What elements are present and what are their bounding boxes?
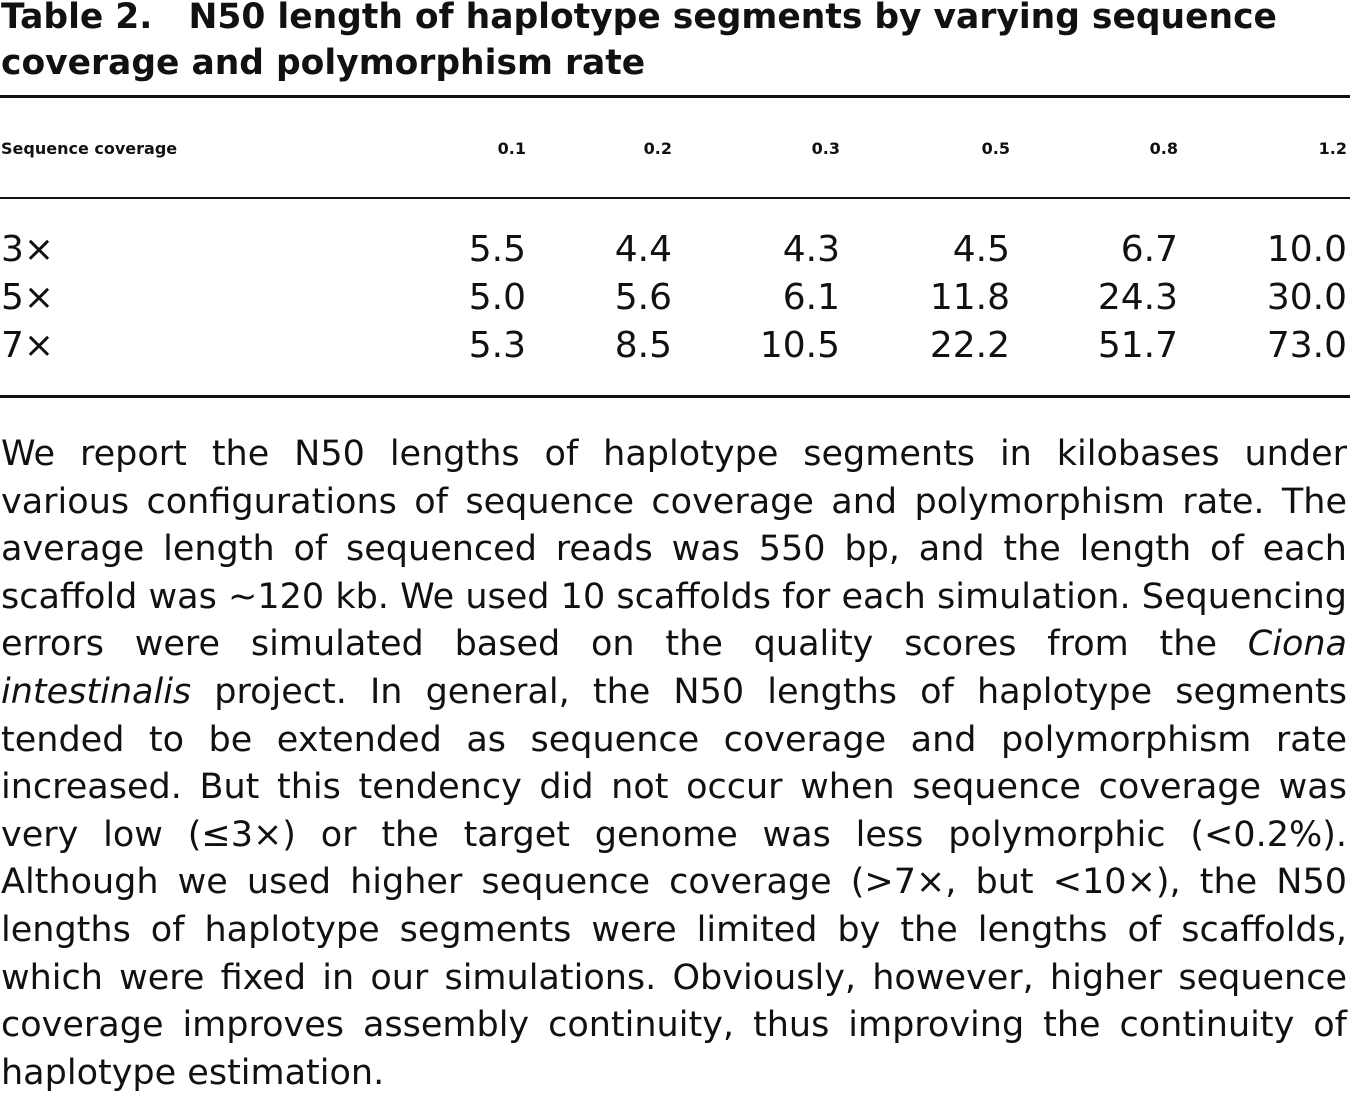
table-cell: 5.6: [614, 277, 672, 318]
table-top-rule: [0, 95, 1350, 98]
header-sequence-coverage: Sequence coverage: [1, 139, 178, 158]
table-cell: 30.0: [1266, 277, 1347, 318]
table-header-row: [0, 124, 1350, 174]
table-cell: 10.5: [759, 325, 840, 366]
header-rate-0-1: 0.1: [497, 139, 526, 158]
table-cell: 4.5: [952, 229, 1010, 270]
table-bottom-rule: [0, 395, 1350, 398]
table-cell: 22.2: [929, 325, 1010, 366]
footnote-text-part1: We report the N50 lengths of haplotype segments in kilobases under various configurations of sequence coverage and polymorphism rate. The average length of sequenced reads was 550 bp, and the length of each scaffold was ~120 kb. We used 10 scaffolds for each simulation. Sequencing errors were simulated based on the quality scores from the: [1, 434, 1347, 665]
row-coverage-label: 5×: [1, 277, 55, 318]
header-rate-0-8: 0.8: [1149, 139, 1178, 158]
table-cell: 6.7: [1120, 229, 1178, 270]
table-cell: 4.4: [614, 229, 672, 270]
table-cell: 4.3: [782, 229, 840, 270]
table-cell: 11.8: [929, 277, 1010, 318]
table-cell: 24.3: [1097, 277, 1178, 318]
table-header-rule: [0, 197, 1350, 199]
table-row: [0, 273, 1350, 321]
table-label: Table 2.: [1, 0, 153, 37]
table-footnote: [1, 431, 1347, 1097]
footnote-species-name: Ciona intestinalis: [1, 624, 1347, 712]
table-cell: 51.7: [1097, 325, 1178, 366]
table-title: N50 length of haplotype segments by varying sequence coverage and polymorphism rate: [1, 0, 1277, 83]
table-cell: 10.0: [1266, 229, 1347, 270]
table-cell: 5.5: [468, 229, 526, 270]
footnote-text-part2: project. In general, the N50 lengths of haplotype segments tended to be extended as sequence coverage and polymorphism rate increased. But this tendency did not occur when sequence coverage was very low (≤3×) or the target genome was less polymorphic (<0.2%). Although we used higher sequence coverage (>7×, but <10×), the N50 lengths of haplotype segments were limited by the lengths of scaffolds, which were fixed in our simulations. Obviously, however, higher sequence coverage improves assembly continuity, thus improving the continuity of haplotype estimation.: [1, 671, 1347, 1093]
table-cell: 73.0: [1266, 325, 1347, 366]
table-row: [0, 225, 1350, 273]
row-coverage-label: 3×: [1, 229, 55, 270]
header-rate-0-3: 0.3: [811, 139, 840, 158]
header-rate-0-2: 0.2: [643, 139, 672, 158]
table-caption: [1, 0, 1347, 86]
table-cell: 5.3: [468, 325, 526, 366]
table-cell: 5.0: [468, 277, 526, 318]
table-row: [0, 321, 1350, 369]
header-rate-0-5: 0.5: [981, 139, 1010, 158]
table-cell: 6.1: [782, 277, 840, 318]
table-cell: 8.5: [614, 325, 672, 366]
header-rate-1-2: 1.2: [1318, 139, 1347, 158]
row-coverage-label: 7×: [1, 325, 55, 366]
